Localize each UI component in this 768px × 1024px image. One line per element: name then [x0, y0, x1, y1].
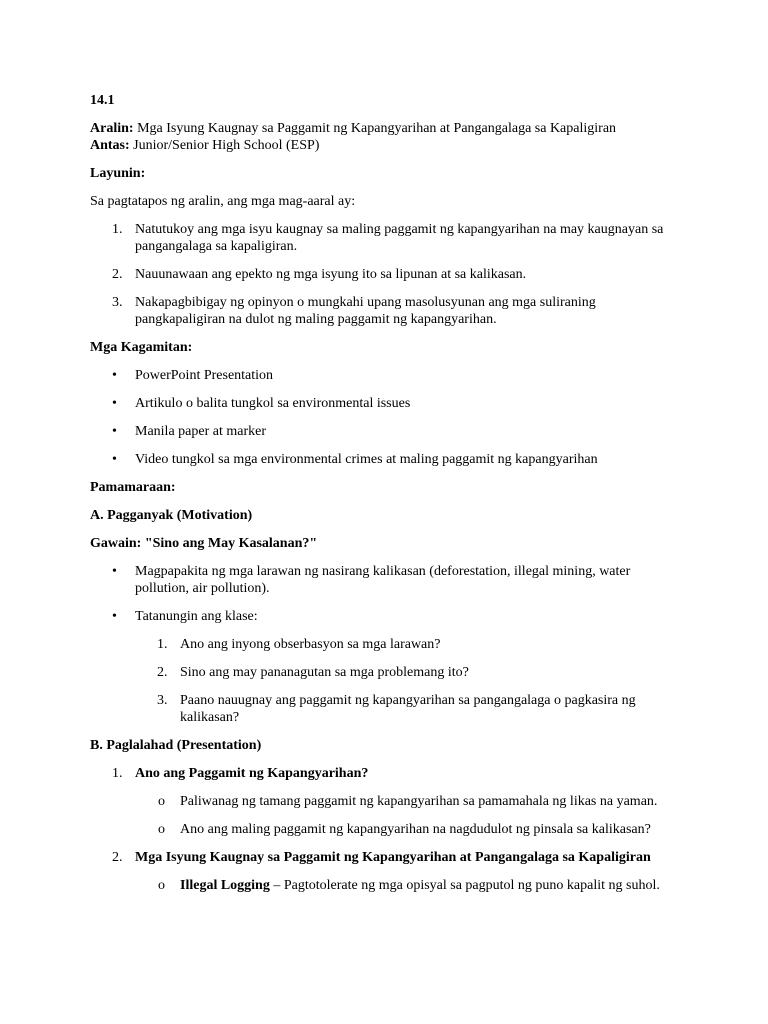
list-item-title: Ano ang Paggamit ng Kapangyarihan?	[135, 766, 369, 781]
antas-label: Antas:	[90, 138, 130, 153]
antas-line	[90, 137, 680, 154]
bullet-icon: o	[158, 822, 165, 837]
list-item-text: – Pagtotolerate ng mga opisyal sa pagputol ng puno kapalit ng suhol.	[269, 878, 660, 893]
list-item-text: Magpapakita ng mga larawan ng nasirang kalikasan (deforestation, illegal mining, water pollution, air pollution).	[135, 564, 631, 596]
list-item-text: Paliwanag ng tamang paggamit ng kapangyarihan sa pamamahala ng likas na yaman.	[180, 794, 658, 809]
list-item	[90, 608, 680, 625]
section-a-heading: A. Pagganyak (Motivation)	[90, 508, 253, 523]
list-item-text: Nakapagbibigay ng opinyon o mungkahi upang masolusyunan ang mga suliraning pangkapaligiran na dulot ng maling paggamit ng kapangyarihan.	[135, 295, 596, 327]
antas-value: Junior/Senior High School (ESP)	[129, 138, 320, 153]
list-number: 3.	[112, 295, 123, 310]
list-item-text: Natutukoy ang mga isyu kaugnay sa maling paggamit ng kapangyarihan na may kaugnayan sa pangangalaga sa kapaligiran.	[135, 222, 664, 254]
list-item	[90, 877, 680, 894]
list-item	[90, 563, 680, 597]
layunin-intro: Sa pagtatapos ng aralin, ang mga mag-aaral ay:	[90, 194, 356, 209]
bullet-icon: •	[112, 424, 117, 439]
paglalahad-list	[90, 765, 680, 782]
list-item-text: Paano nauugnay ang paggamit ng kapangyarihan sa pangangalaga o pagkasira ng kalikasan?	[180, 693, 636, 725]
list-item-text: Video tungkol sa mga environmental crimes at maling paggamit ng kapangyarihan	[135, 452, 598, 467]
pamamaraan-heading: Pamamaraan:	[90, 480, 176, 495]
list-item	[90, 451, 680, 468]
bullet-icon: •	[112, 564, 117, 579]
list-number: 2.	[112, 267, 123, 282]
list-item	[90, 664, 680, 681]
tanong-list	[90, 636, 680, 726]
list-number: 1.	[112, 766, 123, 781]
list-number: 3.	[157, 693, 168, 708]
list-item	[90, 294, 680, 328]
list-item	[90, 793, 680, 810]
aralin-value: Mga Isyung Kaugnay sa Paggamit ng Kapangyarihan at Pangangalaga sa Kapaligiran	[133, 121, 617, 136]
list-item	[90, 266, 680, 283]
list-item-text: Ano ang maling paggamit ng kapangyarihan na nagdudulot ng pinsala sa kalikasan?	[180, 822, 651, 837]
aralin-label: Aralin:	[90, 121, 134, 136]
bullet-icon: o	[158, 794, 165, 809]
list-item	[90, 692, 680, 726]
list-item	[90, 849, 680, 866]
bullet-icon: •	[112, 396, 117, 411]
list-item-text: PowerPoint Presentation	[135, 368, 274, 383]
bullet-icon: o	[158, 878, 165, 893]
layunin-list	[90, 221, 680, 328]
list-item-text: Artikulo o balita tungkol sa environmental issues	[135, 396, 411, 411]
aralin-line	[90, 120, 680, 137]
list-item	[90, 367, 680, 384]
list-number: 2.	[112, 850, 123, 865]
paglalahad-sublist-1	[90, 793, 680, 838]
list-item	[90, 423, 680, 440]
kagamitan-heading: Mga Kagamitan:	[90, 340, 193, 355]
list-item	[90, 636, 680, 653]
bullet-icon: •	[112, 368, 117, 383]
list-number: 1.	[112, 222, 123, 237]
list-item-text: Manila paper at marker	[135, 424, 266, 439]
gawain-list	[90, 563, 680, 625]
list-item-text: Nauunawaan ang epekto ng mga isyung ito sa lipunan at sa kalikasan.	[135, 267, 527, 282]
list-number: 2.	[157, 665, 168, 680]
list-number: 1.	[157, 637, 168, 652]
document-page	[90, 92, 680, 894]
list-item	[90, 765, 680, 782]
gawain-heading: Gawain: "Sino ang May Kasalanan?"	[90, 536, 318, 551]
list-item	[90, 821, 680, 838]
list-item	[90, 221, 680, 255]
list-item	[90, 395, 680, 412]
list-item-text: Sino ang may pananagutan sa mga problemang ito?	[180, 665, 469, 680]
list-item-text: Tatanungin ang klase:	[135, 609, 258, 624]
bullet-icon: •	[112, 452, 117, 467]
list-item-title: Mga Isyung Kaugnay sa Paggamit ng Kapangyarihan at Pangangalaga sa Kapaligiran	[135, 850, 651, 865]
layunin-heading: Layunin:	[90, 166, 146, 181]
list-item-text: Ano ang inyong obserbasyon sa mga larawan?	[180, 637, 441, 652]
list-item-term: Illegal Logging	[180, 878, 270, 893]
paglalahad-sublist-2	[90, 877, 680, 894]
kagamitan-list	[90, 367, 680, 468]
paglalahad-list-2	[90, 849, 680, 866]
section-b-heading: B. Paglalahad (Presentation)	[90, 738, 262, 753]
lesson-code: 14.1	[90, 93, 115, 108]
bullet-icon: •	[112, 609, 117, 624]
